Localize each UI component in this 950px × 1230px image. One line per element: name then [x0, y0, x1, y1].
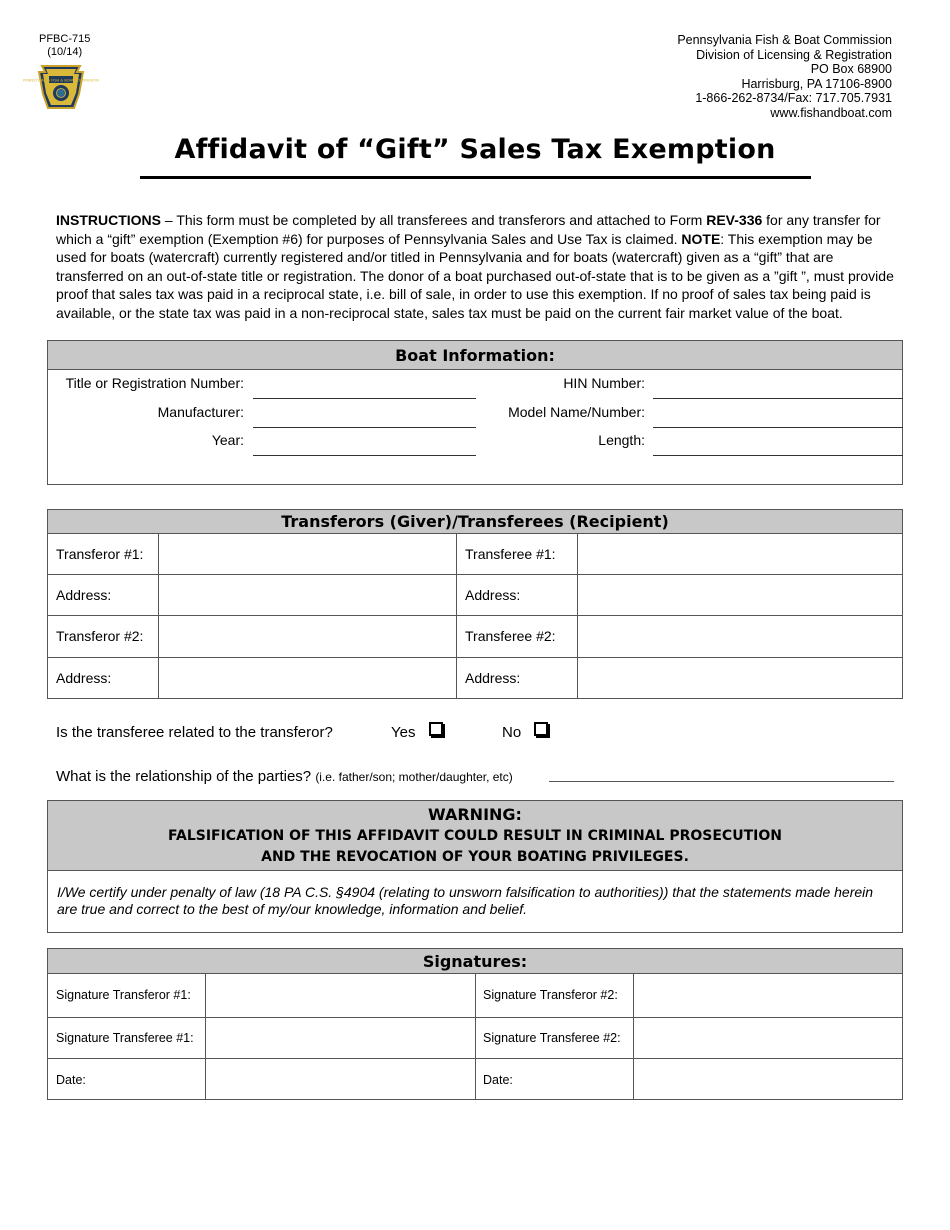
instructions	[56, 211, 896, 323]
manufacturer-field[interactable]	[253, 427, 476, 428]
agency-name: Pennsylvania Fish & Boat Commission	[677, 33, 892, 47]
sig-transferor1-field[interactable]	[206, 975, 475, 1017]
date-left-field[interactable]	[206, 1059, 475, 1100]
title-registration-label: Title or Registration Number:	[65, 375, 244, 391]
title-divider	[140, 176, 811, 179]
relationship-field[interactable]	[549, 781, 894, 782]
year-label: Year:	[211, 432, 244, 448]
sig-transferee2-field[interactable]	[634, 1018, 902, 1058]
instructions-text-2: for any transfer for which a “gift” exemption (Exemption #6) for purposes of Pennsylvania Sales and Use Tax is claimed.	[56, 212, 881, 247]
warning-line-2: AND THE REVOCATION OF YOUR BOATING PRIVILEGES.	[261, 849, 689, 865]
transferor2-field[interactable]	[159, 616, 456, 657]
logo-text: PENNSYLVANIA FISH & BOAT COMMISSION	[23, 78, 99, 83]
yes-label: Yes	[391, 724, 416, 741]
instructions-text-1: – This form must be completed by all transferees and transferors and attached to Form	[161, 212, 707, 228]
transferor1-address-field[interactable]	[159, 575, 456, 615]
transferee1-address-field[interactable]	[578, 575, 902, 615]
instructions-lead: INSTRUCTIONS	[56, 212, 161, 228]
note-lead: NOTE	[681, 230, 721, 247]
signatures-section	[47, 948, 903, 1100]
transferee2-label: Transferee #2:	[465, 628, 556, 644]
warning-title: WARNING:	[428, 805, 522, 824]
model-field[interactable]	[653, 427, 903, 428]
agency-division: Division of Licensing & Registration	[696, 47, 892, 62]
form-number: PFBC-715	[39, 33, 91, 45]
page-title: Affidavit of “Gift” Sales Tax Exemption	[174, 134, 776, 165]
transferee2-address-field[interactable]	[578, 658, 902, 698]
boat-information-heading: Boat Information:	[48, 341, 902, 370]
sig-transferor1-label: Signature Transferor #1:	[56, 988, 191, 1002]
no-checkbox[interactable]	[534, 722, 548, 736]
title-registration-field[interactable]	[253, 398, 476, 399]
form-reference: REV-336	[706, 212, 763, 228]
transfer-parties-section	[47, 509, 903, 699]
related-question: Is the transferee related to the transferor?	[56, 724, 333, 741]
form-number-block	[39, 33, 90, 59]
date-right-label: Date:	[483, 1073, 513, 1087]
agency-phone: 1-866-262-8734/Fax: 717.705.7931	[695, 91, 892, 106]
warning-section	[47, 800, 903, 933]
transferee2-field[interactable]	[578, 616, 902, 657]
agency-po-box: PO Box 68900	[810, 62, 892, 77]
year-field[interactable]	[253, 455, 476, 456]
agency-city: Harrisburg, PA 17106-8900	[741, 76, 892, 91]
date-left-label: Date:	[56, 1073, 86, 1087]
relationship-question	[56, 768, 513, 785]
yes-checkbox[interactable]	[429, 722, 443, 736]
form-date: (10/14)	[47, 46, 83, 58]
manufacturer-label: Manufacturer:	[157, 404, 244, 420]
hin-field[interactable]	[653, 398, 903, 399]
hin-label: HIN Number:	[563, 375, 645, 391]
sig-transferee1-label: Signature Transferee #1:	[56, 1031, 194, 1045]
certification-text: I/We certify under penalty of law (18 PA C.S. §4904 (relating to unsworn falsification to authorities)) that the statements made herein are true and correct to the best of my/our knowledge, information and belief.	[57, 884, 874, 917]
transferor2-address-field[interactable]	[159, 658, 456, 698]
relationship-hint: (i.e. father/son; mother/daughter, etc)	[315, 770, 513, 784]
grid-line	[456, 534, 457, 699]
sig-transferee1-field[interactable]	[206, 1018, 475, 1058]
warning-heading	[48, 801, 902, 871]
warning-line-1: FALSIFICATION OF THIS AFFIDAVIT COULD RESULT IN CRIMINAL PROSECUTION	[168, 828, 782, 844]
date-right-field[interactable]	[634, 1059, 902, 1100]
grid-line	[475, 974, 476, 1100]
sig-transferee2-label: Signature Transferee #2:	[483, 1031, 621, 1045]
agency-address	[677, 33, 892, 121]
relationship-label: What is the relationship of the parties?	[56, 768, 312, 785]
transferor1-label: Transferor #1:	[56, 546, 144, 562]
transferee1-label: Transferee #1:	[465, 546, 556, 562]
transferee1-field[interactable]	[578, 535, 902, 574]
transferor1-field[interactable]	[159, 535, 456, 574]
agency-website: www.fishandboat.com	[770, 105, 892, 120]
no-label: No	[502, 724, 522, 741]
boat-information-section	[47, 340, 903, 485]
sig-transferor2-field[interactable]	[634, 975, 902, 1017]
transferee2-address-label: Address:	[465, 670, 521, 686]
transferor1-address-label: Address:	[56, 587, 112, 603]
transfer-parties-heading: Transferors (Giver)/Transferees (Recipient)	[48, 510, 902, 534]
length-label: Length:	[598, 432, 645, 448]
instructions-text-3: : This exemption may be used for boats (watercraft) currently registered and/or titled in Pennsylvania and for boats (watercraft) given as a “gift” that are transferred on an out-of-state title or registration. The donor of a boat purchased out-of-state that is to be given as a ”gift ”, must provide proof that sales tax was paid in a reciprocal state, i.e. bill of sale, in order to use this exemption. If no proof of sales tax being paid is available, or the state tax was paid in a non-reciprocal state, sales tax must be paid on the current fair market value of the boat.	[56, 230, 894, 321]
signatures-heading: Signatures:	[48, 949, 902, 974]
sig-transferor2-label: Signature Transferor #2:	[483, 988, 618, 1002]
length-field[interactable]	[653, 455, 903, 456]
transferee1-address-label: Address:	[465, 587, 521, 603]
transferor2-label: Transferor #2:	[56, 628, 144, 644]
transferor2-address-label: Address:	[56, 670, 112, 686]
model-label: Model Name/Number:	[508, 404, 645, 420]
keystone-seal-icon	[23, 64, 99, 112]
